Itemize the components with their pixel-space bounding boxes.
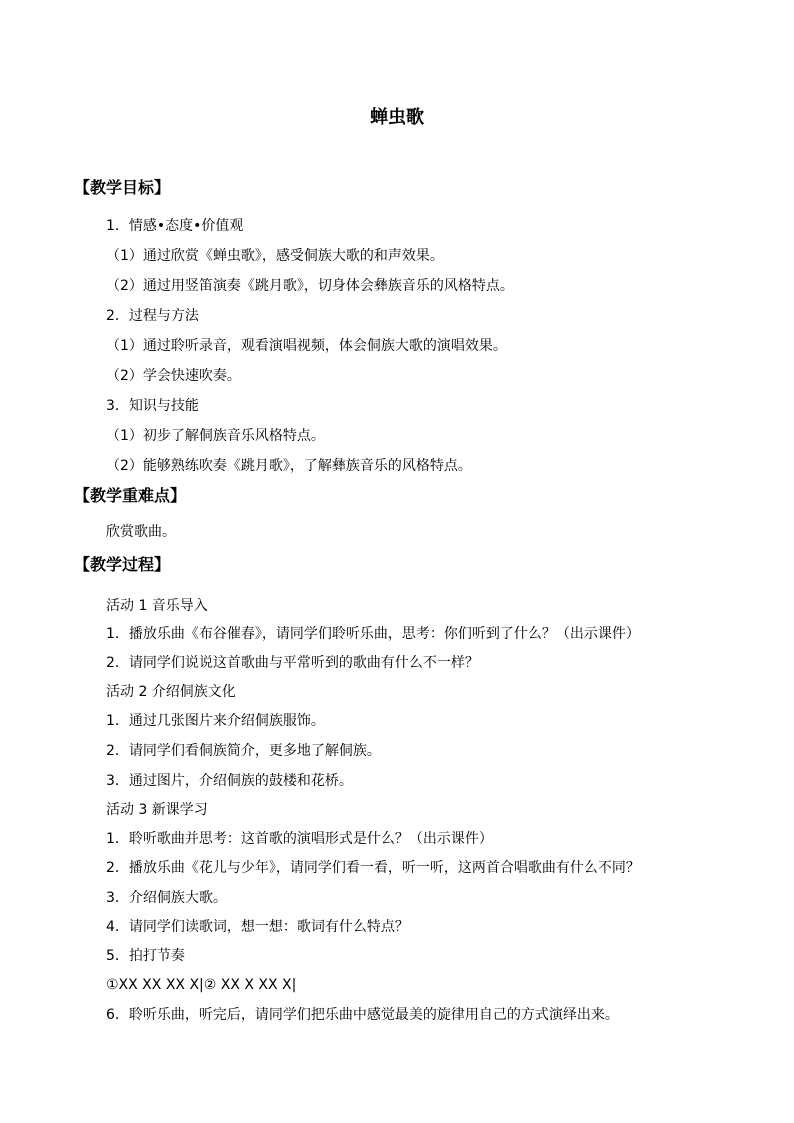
keypoints-line: 欣赏歌曲。	[106, 524, 176, 540]
goals-line: （2）学会快速吹奏。	[106, 368, 241, 384]
process-line: 1．聆听歌曲并思考：这首歌的演唱形式是什么？（出示课件）	[106, 831, 493, 847]
process-line: 1．通过几张图片来介绍侗族服饰。	[106, 713, 325, 729]
section-heading-process: 【教学过程】	[74, 555, 171, 574]
process-line: 1．播放乐曲《布谷催春》，请同学们聆听乐曲，思考：你们听到了什么？（出示课件）	[106, 626, 640, 642]
process-line: 5．拍打节奏	[106, 948, 185, 964]
process-line: 活动 1 音乐导入	[106, 598, 208, 614]
process-line: 2．请同学们说说这首歌曲与平常听到的歌曲有什么不一样？	[106, 655, 479, 671]
goals-line: （1）通过聆听录音，观看演唱视频，体会侗族大歌的演唱效果。	[106, 338, 507, 354]
goals-line: 3．知识与技能	[106, 398, 199, 414]
process-line: 2．请同学们看侗族简介，更多地了解侗族。	[106, 743, 381, 759]
goals-line: （2）通过用竖笛演奏《跳月歌》，切身体会彝族音乐的风格特点。	[106, 278, 514, 294]
process-line: 活动 3 新课学习	[106, 802, 208, 818]
process-line rhythm-line: ①XX XX XX X|② XX X XX X|	[106, 977, 297, 993]
goals-line: （1）初步了解侗族音乐风格特点。	[106, 428, 325, 444]
goals-line: （1）通过欣赏《蝉虫歌》，感受侗族大歌的和声效果。	[106, 248, 444, 264]
document-title: 蝉虫歌	[370, 107, 424, 128]
process-line: 2．播放乐曲《花儿与少年》，请同学们看一看，听一听，这两首合唱歌曲有什么不同？	[106, 860, 640, 876]
process-line: 4．请同学们读歌词，想一想：歌词有什么特点？	[106, 919, 409, 935]
goals-line: （2）能够熟练吹奏《跳月歌》，了解彝族音乐的风格特点。	[106, 458, 472, 474]
section-heading-goals: 【教学目标】	[74, 178, 171, 197]
process-line: 6．聆听乐曲，听完后，请同学们把乐曲中感觉最美的旋律用自己的方式演绎出来。	[106, 1007, 619, 1023]
goals-line: 1．情感•态度•价值观	[106, 218, 244, 234]
section-heading-keypoints: 【教学重难点】	[74, 486, 187, 505]
process-line: 3．通过图片，介绍侗族的鼓楼和花桥。	[106, 773, 353, 789]
goals-line: 2．过程与方法	[106, 308, 199, 324]
process-line: 活动 2 介绍侗族文化	[106, 684, 236, 700]
process-line: 3．介绍侗族大歌。	[106, 890, 227, 906]
